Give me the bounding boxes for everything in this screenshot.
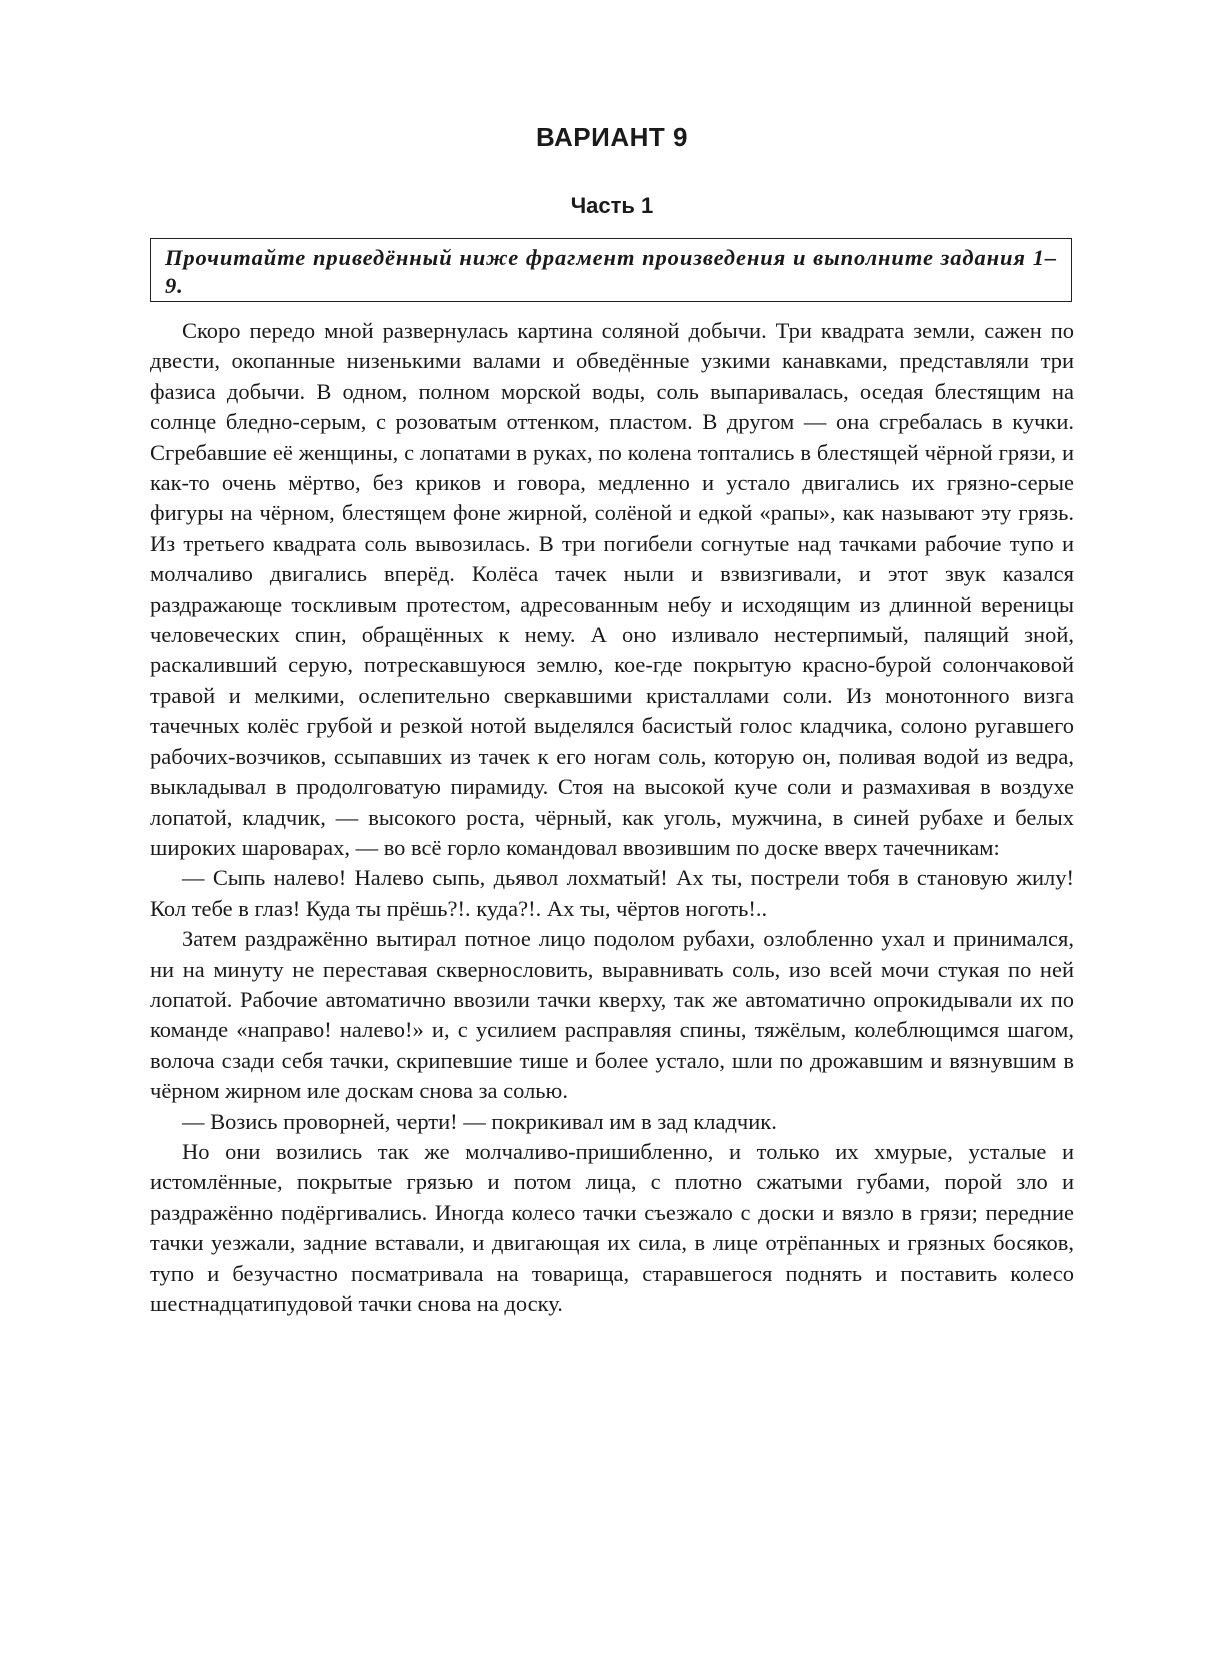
instruction-text: Прочитайте приведённый ниже фрагмент произведения и выполните задания 1–9. — [165, 245, 1057, 298]
instruction-box — [150, 238, 1072, 302]
passage-paragraph: Скоро передо мной развернулась картина соляной добычи. Три квадрата земли, сажен по двести, окопанные низенькими валами и обведённые узкими канавками, представляли три фазиса добычи. В одном, полном морской воды, соль выпаривалась, оседая блестящим на солнце бледно-серым, с розоватым оттенком, пластом. В другом — она сгребалась в кучки. Сгребавшие её женщины, с лопатами в руках, по колена топтались в блестящей чёрной грязи, и как-то очень мёртво, без криков и говора, медленно и устало двигались их грязно-серые фигуры на чёрном, блестящем фоне жирной, солёной и едкой «рапы», как называют эту грязь. Из третьего квадрата соль вывозилась. В три погибели согнутые над тачками рабочие тупо и молчаливо двигались вперёд. Колёса тачек ныли и взвизгивали, и этот звук казался раздражающе тоскливым протестом, адресованным небу и исходящим из длинной вереницы человеческих спин, обращённых к нему. А оно изливало нестерпимый, палящий зной, раскаливший серую, потрескавшуюся землю, кое-где покрытую красно-бурой солончаковой травой и мелкими, ослепительно сверкавшими кристаллами соли. Из монотонного визга тачечных колёс грубой и резкой нотой выделялся басистый голос кладчика, солоно ругавшего рабочих-возчиков, ссыпавших из тачек к его ногам соль, которую он, поливая водой из ведра, выкладывал в продолговатую пирамиду. Стоя на высокой куче соли и размахивая в воздухе лопатой, кладчик, — высокого роста, чёрный, как уголь, мужчина, в синей рубахе и белых широких шароварах, — во всё горло командовал ввозившим по доске вверх тачечникам: — [150, 318, 1074, 860]
passage — [150, 316, 1074, 1319]
variant-title: ВАРИАНТ 9 — [536, 122, 688, 152]
passage-paragraph: Но они возились так же молчаливо-пришибленно, и только их хмурые, усталые и истомлённые, покрытые грязью и потом лица, с плотно сжатыми губами, порой зло и раздражённо подёргивались. Иногда колесо тачки съезжало с доски и вязло в грязи; передние тачки уезжали, задние вставали, и двигающая их сила, в лице отрёпанных и грязных босяков, тупо и безучастно посматривала на товарища, старавшегося поднять и поставить колесо шестнадцатипудовой тачки снова на доску. — [150, 1138, 1074, 1316]
passage-paragraph: — Возись проворней, черти! — покрикивал им в зад кладчик. — [182, 1108, 777, 1134]
part-title: Часть 1 — [570, 193, 654, 218]
passage-paragraph: Затем раздражённо вытирал потное лицо подолом рубахи, озлобленно ухал и принимался, ни на минуту не переставая сквернословить, выравнивать соль, изо всей мочи стукая по ней лопатой. Рабочие автоматично ввозили тачки кверху, так же автоматично опрокидывали их по команде «направо! налево!» и, с усилием расправляя спины, тяжёлым, колеблющимся шагом, волоча сзади себя тачки, скрипевшие тише и более устало, шли по дрожавшим и вязнувшим в чёрном жирном иле доскам снова за солью. — [150, 926, 1074, 1104]
passage-paragraph: — Сыпь налево! Налево сыпь, дьявол лохматый! Ах ты, пострели тобя в становую жилу! Кол тебе в глаз! Куда ты прёшь?!. куда?!. Ах ты, чёртов ноготь!.. — [150, 865, 1074, 921]
